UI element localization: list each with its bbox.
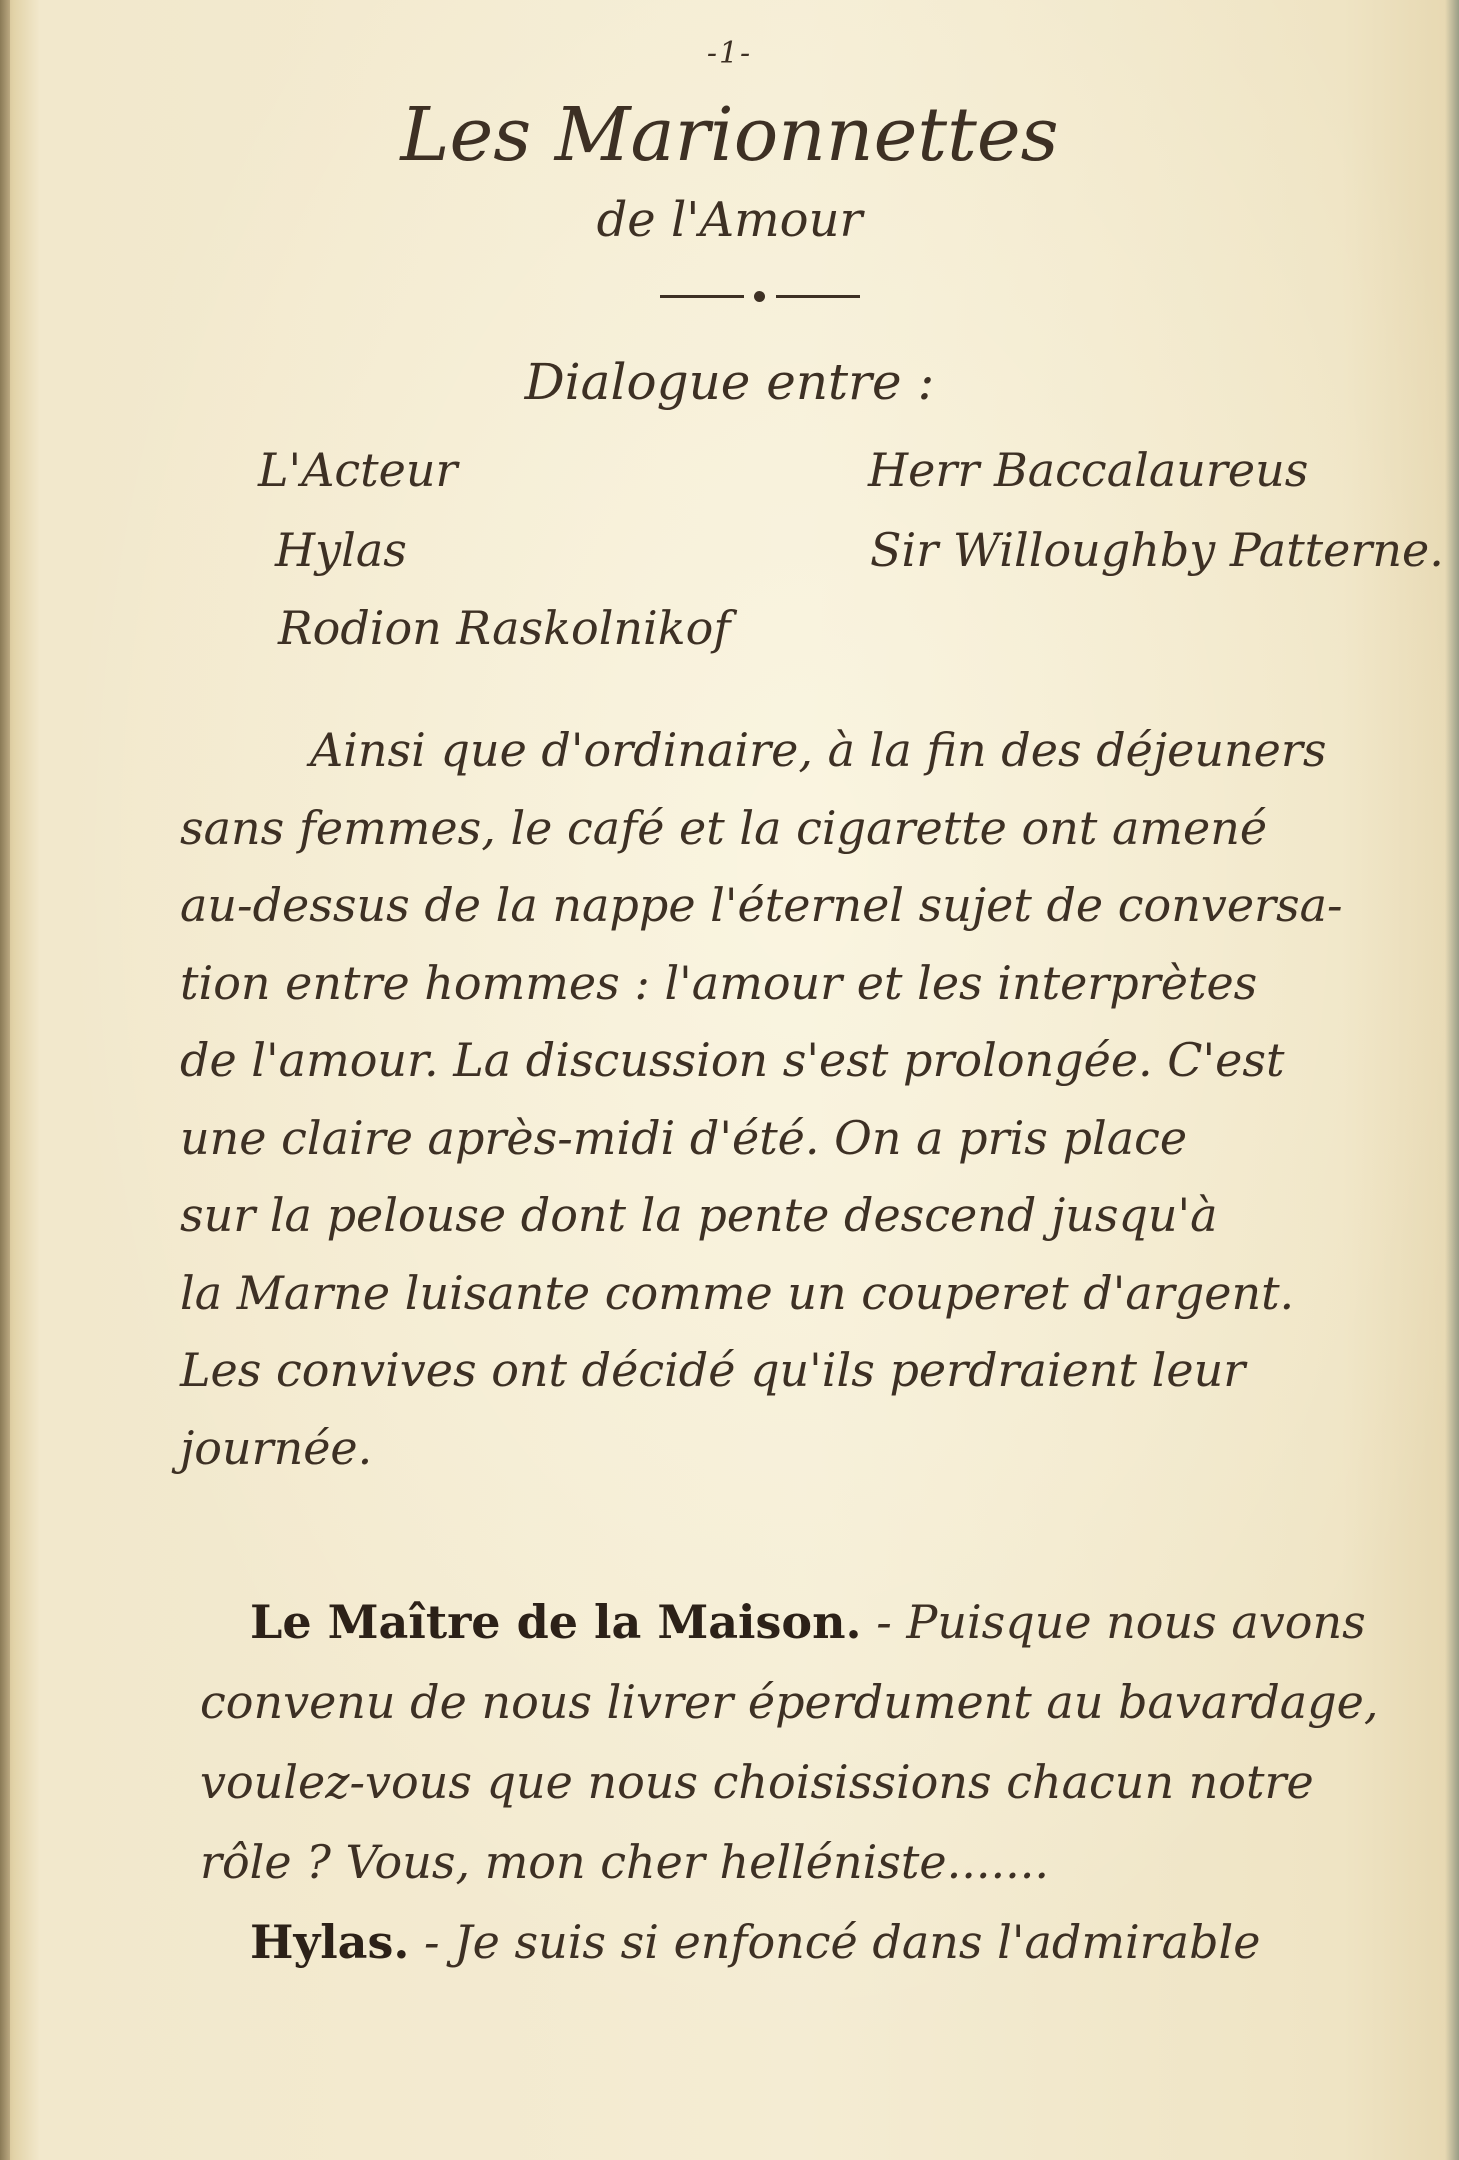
narrative-paragraph [180,712,1425,1487]
speech-line: rôle ? Vous, mon cher helléniste....... [200,1835,1049,1889]
narrative-line: une claire après-midi d'été. On a pris place [180,1110,1188,1165]
page-binding-edge [0,0,10,2160]
narrative-line: la Marne luisante comme un couperet d'argent. [180,1265,1295,1320]
page-subtitle: de l'Amour [596,192,863,248]
cast-member-raskolnikof: Rodion Raskolnikof [278,601,731,655]
page-title: Les Marionnettes [400,92,1059,178]
ornament-line-right [776,295,860,298]
cast-member-patterne: Sir Willoughby Patterne. [870,523,1444,577]
page-right-edge [1445,0,1459,2160]
speaker-name: Le Maître de la Maison. [250,1595,862,1649]
page-number: -1- [706,36,753,71]
speaker-name: Hylas. [250,1915,410,1969]
dialogue-heading: Dialogue entre : [524,353,935,411]
narrative-line: tion entre hommes : l'amour et les interprètes [180,955,1258,1010]
dialogue-speeches [200,1582,1425,1982]
speech-first-line [200,1582,1425,1662]
ornament-dot [754,291,765,302]
narrative-line: Ainsi que d'ordinaire, à la fin des déjeuners [310,723,1327,777]
narrative-line: journée. [180,1420,373,1475]
speech-line: convenu de nous livrer éperdument au bavardage, [200,1675,1379,1729]
cast-member-baccalaureus: Herr Baccalaureus [868,443,1309,497]
narrative-line: sans femmes, le café et la cigarette ont amené [180,800,1268,855]
speech-text: - Puisque nous avons [861,1595,1366,1649]
ornament-line-left [660,295,744,298]
narrative-line: au-dessus de la nappe l'éternel sujet de conversa- [180,878,1343,932]
speech-line: voulez-vous que nous choisissions chacun notre [200,1755,1314,1809]
cast-member-hylas: Hylas [275,523,407,577]
narrative-line: Les convives ont décidé qu'ils perdraient leur [180,1343,1246,1397]
narrative-line: de l'amour. La discussion s'est prolongée. C'est [180,1033,1285,1087]
speech-first-line [200,1902,1425,1982]
narrative-line: sur la pelouse dont la pente descend jusqu'à [180,1188,1218,1242]
title-ornament [660,286,860,306]
cast-member-acteur: L'Acteur [258,443,458,497]
speech-text: - Je suis si enfoncé dans l'admirable [409,1915,1261,1969]
